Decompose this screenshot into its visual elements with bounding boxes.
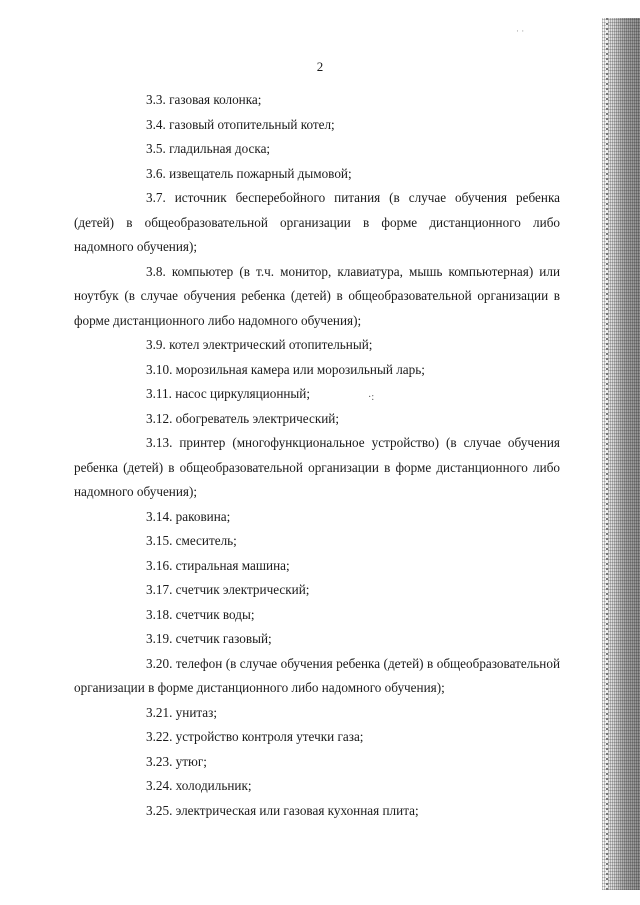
item-text: электрическая или газовая кухонная плита; — [175, 802, 419, 818]
item-text: счетчик электрический; — [175, 582, 310, 597]
item-number: 3.12. — [146, 410, 173, 426]
list-item — [74, 750, 560, 775]
list-item — [74, 578, 560, 603]
list-item — [74, 260, 560, 334]
item-number: 3.3. — [146, 92, 166, 107]
item-text: газовый отопительный котел; — [169, 116, 335, 132]
item-text: счетчик газовый; — [175, 631, 272, 646]
item-number: 3.24. — [146, 778, 173, 793]
list-item — [74, 725, 560, 750]
item-number: 3.9. — [146, 337, 166, 352]
item-text: гладильная доска; — [169, 141, 271, 156]
item-text: обогреватель электрический; — [175, 410, 340, 426]
item-number: 3.20. — [146, 655, 173, 671]
item-text: морозильная камера или морозильный ларь; — [175, 361, 425, 377]
item-text: счетчик воды; — [175, 606, 255, 622]
item-number: 3.11. — [146, 386, 172, 401]
document-body — [74, 88, 560, 823]
list-item — [74, 627, 560, 652]
item-number: 3.22. — [146, 729, 173, 744]
item-text: котел электрический отопительный; — [169, 337, 373, 352]
list-item — [74, 505, 560, 530]
list-item — [74, 137, 560, 162]
list-item — [74, 186, 560, 260]
list-item — [74, 554, 560, 579]
item-text: телефон (в случае обучения ребенка (детей) в общеобразовательной организации в форме дистанционного либо надомного обучения); — [74, 655, 560, 695]
list-item — [74, 529, 560, 554]
scan-edge-noise — [606, 18, 608, 890]
item-text: раковина; — [175, 508, 231, 524]
item-number: 3.8. — [146, 263, 166, 279]
item-text: унитаз; — [175, 704, 218, 720]
item-number: 3.23. — [146, 753, 173, 769]
item-number: 3.16. — [146, 557, 173, 573]
list-item — [74, 358, 560, 383]
item-text: извещатель пожарный дымовой; — [169, 165, 352, 181]
item-text: утюг; — [175, 753, 207, 769]
item-number: 3.4. — [146, 116, 166, 132]
list-item — [74, 431, 560, 505]
list-item — [74, 603, 560, 628]
list-item — [74, 652, 560, 701]
item-number: 3.25. — [146, 802, 173, 818]
item-number: 3.18. — [146, 606, 173, 622]
scan-mark: · · — [516, 26, 525, 36]
list-item — [74, 113, 560, 138]
item-number: 3.17. — [146, 582, 173, 597]
item-number: 3.14. — [146, 508, 173, 524]
scan-speck: ·: — [368, 392, 375, 403]
item-text: газовая колонка; — [169, 92, 262, 107]
item-text: насос циркуляционный; — [175, 386, 311, 401]
list-item — [74, 799, 560, 824]
item-number: 3.13. — [146, 435, 173, 450]
item-text: смеситель; — [175, 533, 237, 548]
list-item — [74, 701, 560, 726]
list-item — [74, 88, 560, 113]
list-item — [74, 333, 560, 358]
item-number: 3.6. — [146, 165, 166, 181]
list-item — [74, 407, 560, 432]
item-text: компьютер (в т.ч. монитор, клавиатура, мышь компьютерная) или ноутбук (в случае обучения ребенка (детей) в общеобразовательной организации в форме дистанционного либо надомного обучения); — [74, 263, 561, 328]
item-text: источник бесперебойного питания (в случае обучения ребенка (детей) в общеобразовательной организации в форме дистанционного либо надомного обучения); — [74, 190, 561, 254]
item-number: 3.10. — [146, 361, 173, 377]
item-number: 3.7. — [146, 190, 166, 205]
item-number: 3.19. — [146, 631, 173, 646]
item-text: стиральная машина; — [175, 557, 290, 573]
list-item — [74, 162, 560, 187]
item-text: холодильник; — [175, 778, 252, 793]
page-number: 2 — [316, 59, 324, 74]
item-number: 3.15. — [146, 533, 173, 548]
item-number: 3.21. — [146, 704, 173, 720]
list-item — [74, 774, 560, 799]
scan-edge-strip — [602, 18, 640, 890]
item-text: принтер (многофункциональное устройство) (в случае обучения ребенка (детей) в общеобразовательной организации в форме дистанционного либо надомного обучения); — [74, 435, 560, 499]
item-number: 3.5. — [146, 141, 166, 156]
item-text: устройство контроля утечки газа; — [175, 729, 364, 744]
list-item — [74, 382, 560, 407]
